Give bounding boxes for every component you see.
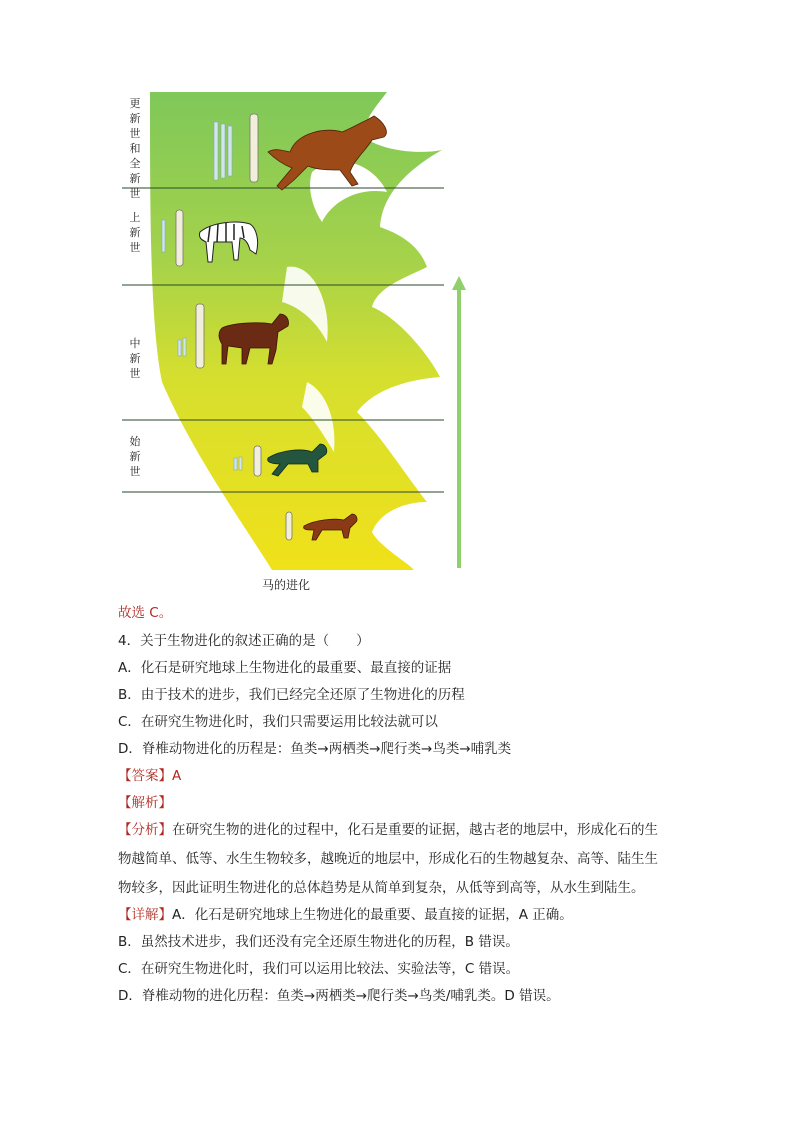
- previous-answer: 故选 C。: [118, 605, 173, 621]
- fenxi-line-3: 物较多，因此证明生物进化的总体趋势是从简单到复杂，从低等到高等，从水生到陆生。: [118, 880, 645, 896]
- fenxi-line-1: [118, 821, 658, 839]
- evolution-arrow-shaft: [457, 288, 461, 568]
- era-label-eocene: 始新世: [129, 435, 141, 478]
- evolution-arrow-head: [452, 276, 466, 290]
- analysis-title: 【解析】: [118, 795, 172, 811]
- answer-line: [118, 767, 181, 785]
- option-c: C．在研究生物进化时，我们只需要运用比较法就可以: [118, 714, 438, 730]
- fenxi-text-1: 在研究生物的进化的过程中，化石是重要的证据，越古老的地层中，形成化石的生: [172, 822, 658, 838]
- fenxi-line-2: 物越简单、低等、水生生物较多，越晚近的地层中，形成化石的生物越复杂、高等、陆生生: [118, 851, 658, 867]
- xiangjie-text-a: A．化石是研究地球上生物进化的最重要、最直接的证据，A 正确。: [172, 907, 573, 923]
- xiangjie-tag: 【详解】: [118, 907, 172, 923]
- xiangjie-line-d: D．脊椎动物的进化历程：鱼类→两栖类→爬行类→鸟类/哺乳类。D 错误。: [118, 988, 560, 1004]
- option-a: A．化石是研究地球上生物进化的最重要、最直接的证据: [118, 660, 452, 676]
- answer-tag: 【答案】: [118, 768, 172, 784]
- question-stem: 4．关于生物进化的叙述正确的是（ ）: [118, 633, 370, 649]
- era-label-pliocene: 上新世: [129, 211, 141, 254]
- era-label-holocene: 更新世和全新世: [129, 97, 141, 200]
- xiangjie-line-b: B．虽然技术进步，我们还没有完全还原生物进化的历程，B 错误。: [118, 934, 519, 950]
- option-b: B．由于技术的进步，我们已经完全还原了生物进化的历程: [118, 687, 465, 703]
- fenxi-tag: 【分析】: [118, 822, 172, 838]
- answer-value: A: [172, 768, 182, 784]
- xiangjie-line-c: C．在研究生物进化时，我们可以运用比较法、实验法等，C 错误。: [118, 961, 520, 977]
- era-label-miocene: 中新世: [129, 337, 141, 380]
- option-d: D．脊椎动物进化的历程是：鱼类→两栖类→爬行类→鸟类→哺乳类: [118, 741, 512, 757]
- xiangjie-line-a: [118, 906, 573, 924]
- horse-evolution-figure: [122, 92, 468, 570]
- figure-caption: 马的进化: [262, 578, 311, 592]
